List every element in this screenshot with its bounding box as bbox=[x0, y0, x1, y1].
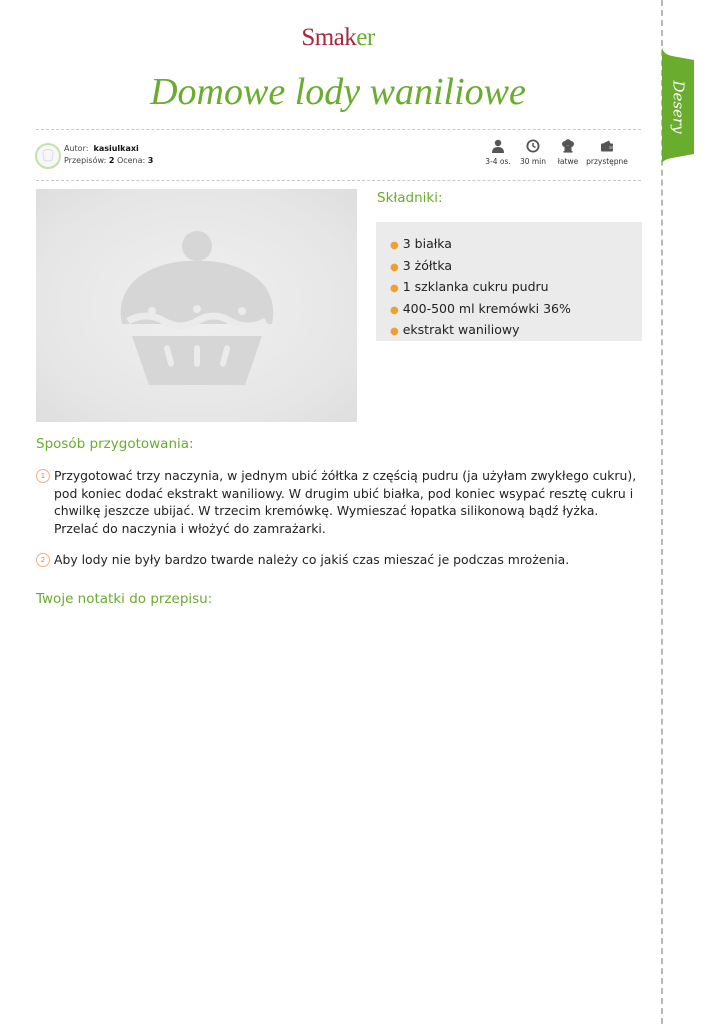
recipes-count: 2 bbox=[108, 156, 115, 165]
ingredient-text: 400-500 ml kremówki 36% bbox=[402, 300, 571, 316]
bullet-icon: ● bbox=[390, 283, 399, 294]
person-icon bbox=[491, 139, 505, 153]
author-avatar bbox=[35, 143, 61, 169]
ingredients-heading: Składniki: bbox=[377, 190, 443, 206]
ingredient-text: 3 białka bbox=[402, 236, 452, 251]
author-line bbox=[64, 144, 139, 153]
step-text: Aby lody nie były bardzo twarde należy co jakiś czas mieszać je podczas mrożenia. bbox=[54, 552, 570, 567]
ingredients-list bbox=[376, 222, 642, 342]
chef-hat-icon bbox=[561, 139, 575, 153]
recipe-photo-placeholder bbox=[36, 189, 357, 422]
author-name[interactable]: kasiulkaxi bbox=[93, 144, 139, 153]
logo-part-2: er bbox=[356, 24, 375, 51]
bullet-icon: ● bbox=[390, 304, 399, 316]
rating-label: Ocena: bbox=[116, 156, 146, 165]
ingredient-item bbox=[390, 234, 642, 256]
meta-difficulty bbox=[555, 139, 581, 166]
ingredient-text: 3 żółtka bbox=[402, 257, 453, 273]
meta-cost-label: przystępne bbox=[586, 157, 628, 166]
meta-time-label: 30 min bbox=[519, 157, 547, 166]
meta-difficulty-label: łatwe bbox=[557, 157, 579, 166]
ingredient-item bbox=[390, 277, 642, 299]
recipe-title: Domowe lody waniliowe bbox=[150, 71, 526, 113]
bullet-icon: ● bbox=[390, 326, 399, 337]
avatar-placeholder-icon bbox=[41, 148, 55, 162]
meta-servings-label: 3-4 os. bbox=[485, 157, 511, 166]
ingredients-box bbox=[376, 222, 642, 341]
step-1 bbox=[36, 467, 642, 537]
meta-servings bbox=[484, 139, 512, 166]
meta-cost bbox=[585, 139, 629, 166]
divider-top bbox=[36, 129, 641, 130]
author-label: Autor: bbox=[64, 144, 89, 153]
meta-time bbox=[518, 139, 548, 166]
preparation-heading: Sposób przygotowania: bbox=[36, 436, 194, 452]
step-number-badge: 2 bbox=[36, 553, 50, 567]
author-stats bbox=[64, 156, 153, 165]
wallet-icon bbox=[600, 139, 614, 153]
rating-value: 3 bbox=[147, 156, 154, 165]
step-text: Przygotować trzy naczynia, w jednym ubić żółtka z częścią pudru (ja użyłam zwykłego cukru), pod koniec dodać ekstrakt waniliowy. W drugim ubić białka, pod koniec wsypać resztę cukru i chwilkę jeszcze ubijać. W trzecim kremówkę. Wymieszać łopatka silikonową bądź łyżka. Przelać do naczynia i włożyć do zamrażarki. bbox=[54, 468, 637, 536]
divider-bottom bbox=[36, 180, 641, 181]
bullet-icon: ● bbox=[390, 261, 399, 273]
bullet-icon: ● bbox=[390, 240, 399, 251]
recipes-label: Przepisów: bbox=[64, 156, 107, 165]
step-number-badge: 1 bbox=[36, 469, 50, 483]
ingredient-item bbox=[390, 299, 642, 321]
brand-logo bbox=[0, 24, 676, 52]
step-2 bbox=[36, 551, 642, 569]
ingredient-text: 1 szklanka cukru pudru bbox=[402, 279, 549, 294]
cupcake-icon bbox=[112, 229, 282, 389]
notes-heading: Twoje notatki do przepisu: bbox=[36, 591, 213, 607]
ingredient-text: ekstrakt waniliowy bbox=[402, 322, 520, 337]
ingredient-item bbox=[390, 256, 642, 278]
category-tab-label: Desery bbox=[670, 80, 688, 134]
logo-part-1: Smak bbox=[301, 24, 357, 51]
clock-icon bbox=[526, 139, 540, 153]
ingredient-item bbox=[390, 320, 642, 342]
